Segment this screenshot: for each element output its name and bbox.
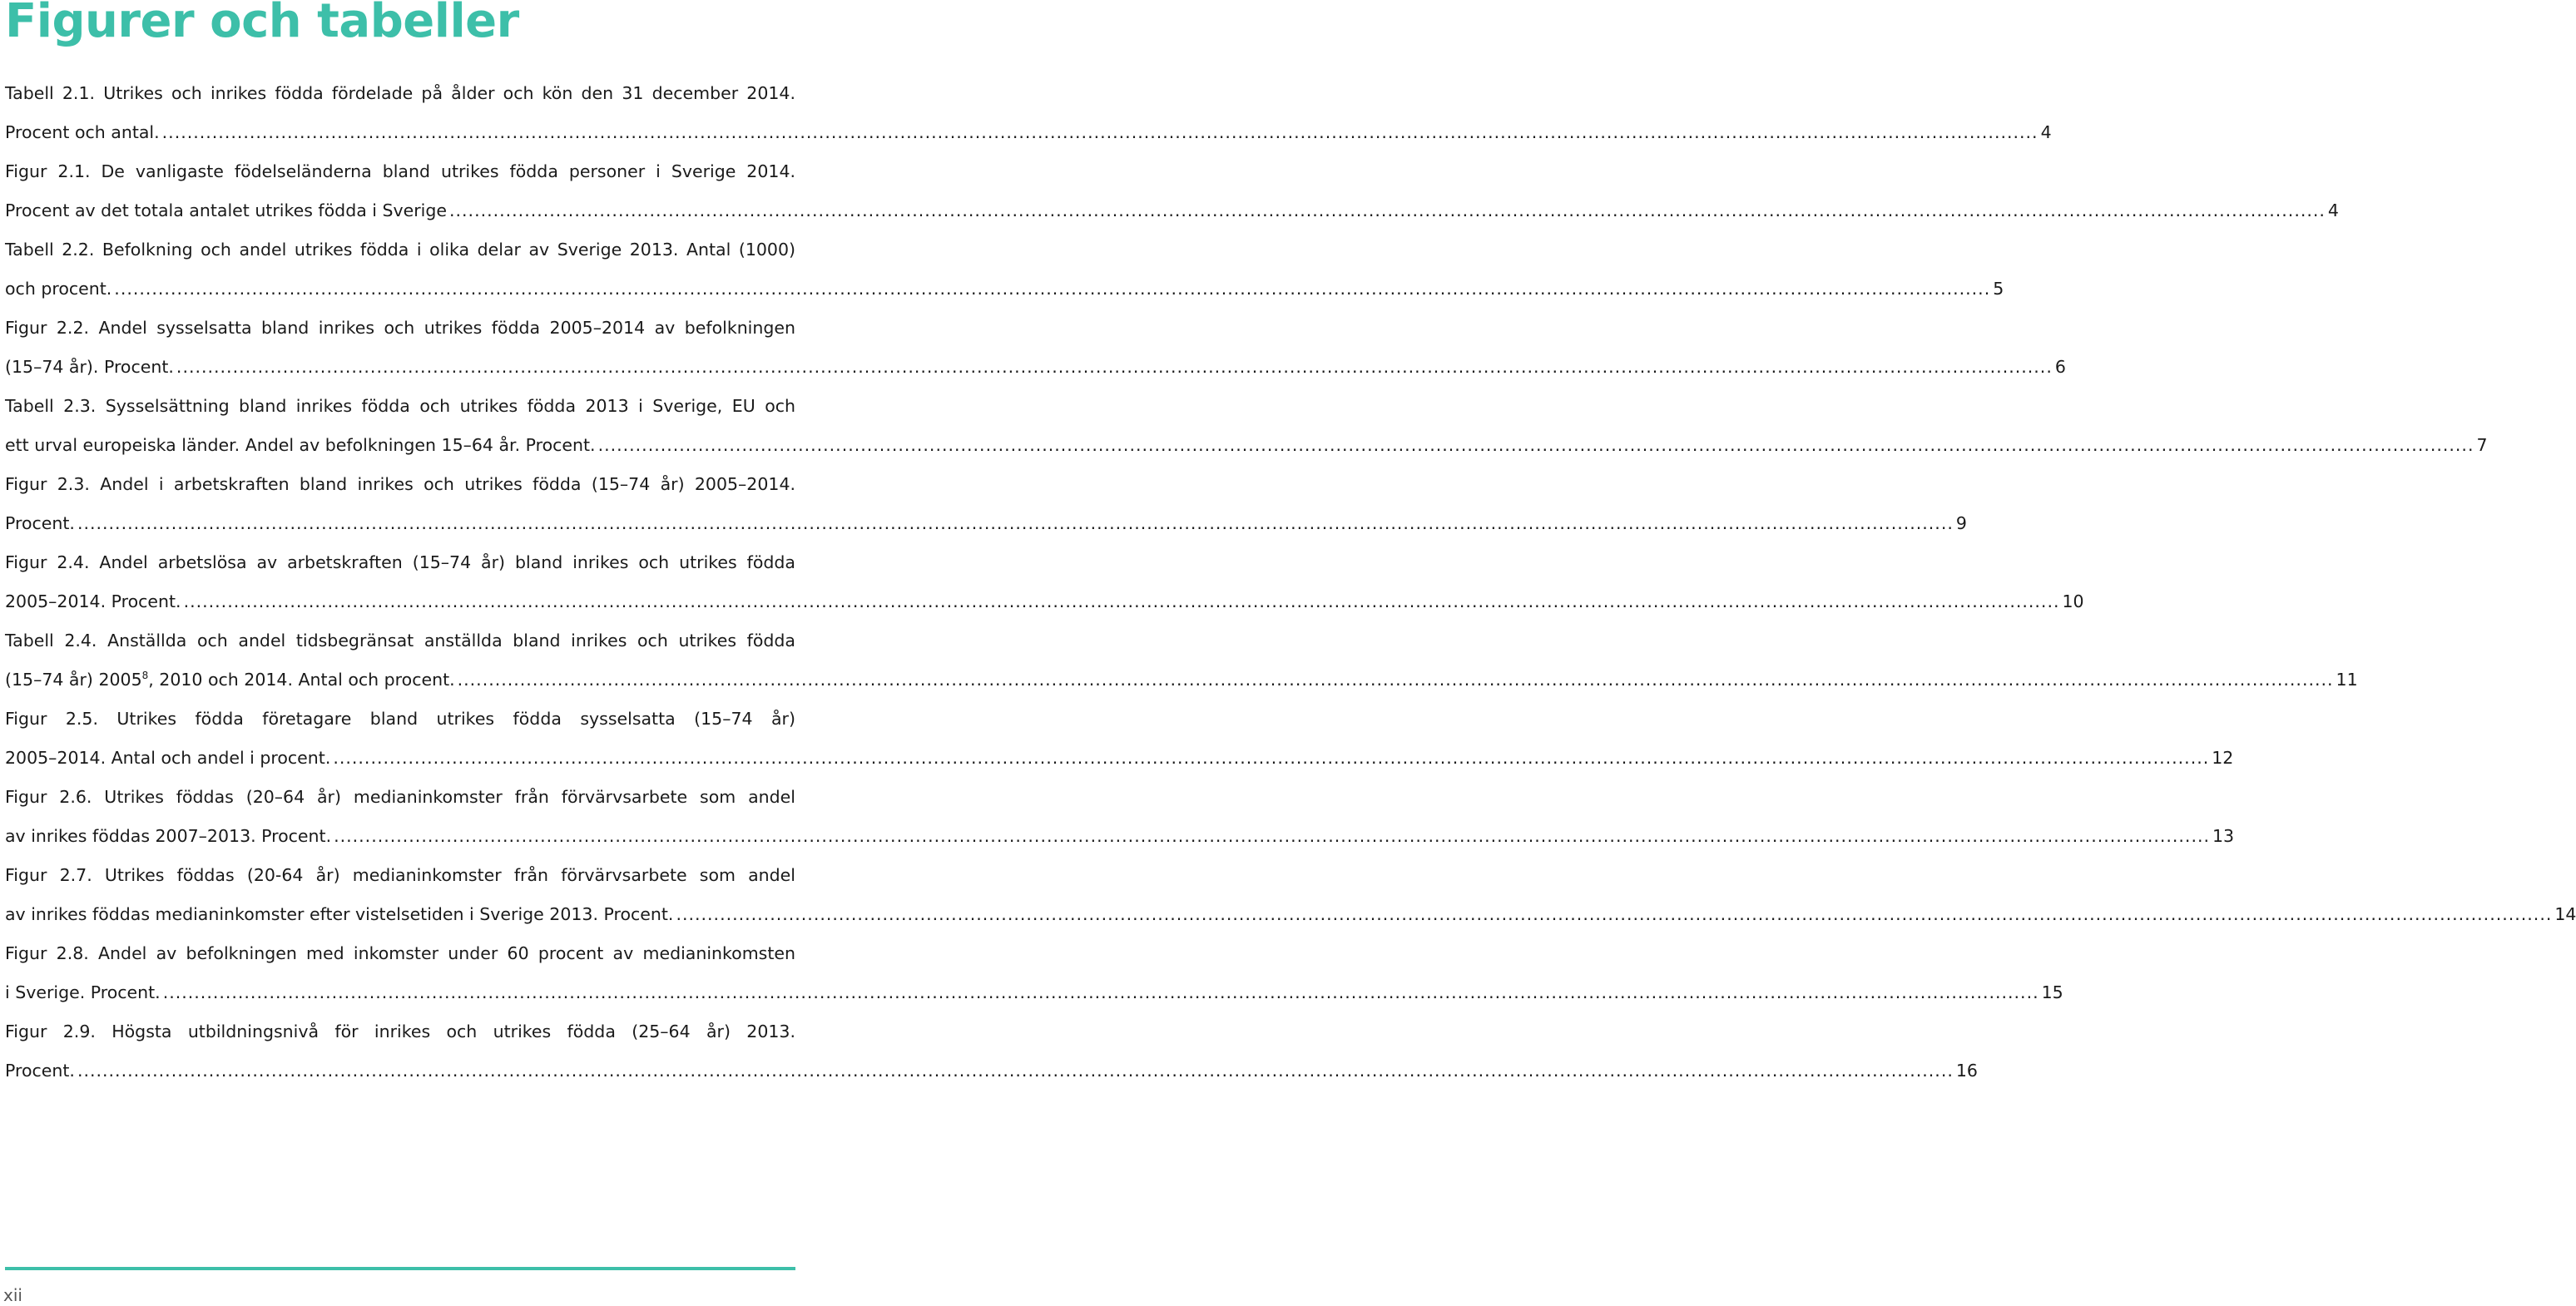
toc-entry[interactable]	[5, 621, 2358, 700]
entry-page-number: 16	[1955, 1061, 1978, 1081]
entry-caption-line-2: och procent.	[5, 279, 112, 299]
entry-caption-line-1: Figur 2.8. Andel av befolkningen med inkomster under 60 procent av medianinkomsten	[5, 943, 795, 963]
toc-entry[interactable]	[5, 309, 2066, 387]
entry-page-number: 4	[2040, 122, 2052, 142]
dot-leader: ............................................................................................................................................................................................................................................................................................................	[176, 357, 2053, 377]
entry-page-number: 11	[2336, 670, 2358, 690]
entry-caption-line-1: Figur 2.4. Andel arbetslösa av arbetskraften (15–74 år) bland inrikes och utrikes födda	[5, 552, 795, 572]
entry-caption-line-2	[5, 660, 455, 700]
entry-caption-line-1: Tabell 2.4. Anställda och andel tidsbegränsat anställda bland inrikes och utrikes födda	[5, 631, 795, 651]
entry-caption-text: (15–74 år) 2005	[5, 670, 142, 690]
toc-entry[interactable]	[5, 856, 2576, 934]
dot-leader: ............................................................................................................................................................................................................................................................................................................	[161, 122, 2039, 142]
entry-caption-line-1: Figur 2.5. Utrikes födda företagare bland utrikes födda sysselsatta (15–74 år)	[5, 709, 795, 729]
dot-leader: ............................................................................................................................................................................................................................................................................................................	[77, 1061, 1954, 1081]
entry-caption-line-1: Figur 2.1. De vanligaste födelseländerna bland utrikes födda personer i Sverige 2014.	[5, 161, 795, 181]
footer-page-number: xii	[3, 1285, 22, 1305]
toc-entry[interactable]	[5, 387, 2488, 465]
dot-leader: ............................................................................................................................................................................................................................................................................................................	[457, 670, 2334, 690]
dot-leader: ............................................................................................................................................................................................................................................................................................................	[114, 279, 1991, 299]
entry-caption-line-1: Figur 2.2. Andel sysselsatta bland inrikes och utrikes födda 2005–2014 av befolkningen	[5, 318, 795, 338]
table-of-figures	[5, 74, 2576, 1091]
toc-entry[interactable]	[5, 778, 2235, 856]
toc-entry[interactable]	[5, 543, 2084, 621]
toc-entry[interactable]	[5, 700, 2234, 778]
toc-entry[interactable]	[5, 152, 2339, 230]
toc-entry[interactable]	[5, 1012, 1978, 1091]
footer-rule	[5, 1267, 795, 1270]
entry-caption-text: , 2010 och 2014. Antal och procent.	[148, 670, 455, 690]
entry-caption-line-2: av inrikes föddas medianinkomster efter vistelsetiden i Sverige 2013. Procent.	[5, 904, 674, 924]
footnote-reference: 8	[141, 670, 149, 681]
entry-page-number: 4	[2327, 200, 2339, 220]
page-title: Figurer och tabeller	[5, 0, 519, 48]
entry-page-number: 15	[2041, 982, 2063, 1002]
entry-caption-line-2: ett urval europeiska länder. Andel av befolkningen 15–64 år. Procent.	[5, 435, 596, 455]
entry-caption-line-1: Figur 2.6. Utrikes föddas (20–64 år) medianinkomster från förvärvsarbete som andel	[5, 787, 795, 807]
dot-leader: ............................................................................................................................................................................................................................................................................................................	[333, 748, 2210, 768]
entry-caption-line-1: Figur 2.3. Andel i arbetskraften bland inrikes och utrikes födda (15–74 år) 2005–2014.	[5, 474, 795, 494]
entry-caption-line-1: Figur 2.7. Utrikes föddas (20-64 år) medianinkomster från förvärvsarbete som andel	[5, 865, 795, 885]
entry-caption-line-2: i Sverige. Procent.	[5, 982, 161, 1002]
entry-page-number: 5	[1993, 279, 2004, 299]
entry-page-number: 6	[2054, 357, 2066, 377]
dot-leader: ............................................................................................................................................................................................................................................................................................................	[597, 435, 2474, 455]
toc-entry[interactable]	[5, 934, 2063, 1012]
entry-caption-line-1: Tabell 2.2. Befolkning och andel utrikes födda i olika delar av Sverige 2013. Antal (1000)	[5, 240, 795, 260]
entry-caption-line-2: (15–74 år). Procent.	[5, 357, 174, 377]
entry-caption-line-2: Procent.	[5, 1061, 75, 1081]
dot-leader: ............................................................................................................................................................................................................................................................................................................	[334, 826, 2211, 846]
toc-entry[interactable]	[5, 465, 1967, 543]
entry-page-number: 12	[2212, 748, 2234, 768]
toc-entry[interactable]	[5, 230, 2004, 309]
dot-leader: ............................................................................................................................................................................................................................................................................................................	[183, 591, 2060, 611]
entry-caption-line-2: av inrikes föddas 2007–2013. Procent.	[5, 826, 332, 846]
entry-caption-line-2: 2005–2014. Antal och andel i procent.	[5, 748, 331, 768]
entry-caption-line-2: Procent.	[5, 513, 75, 533]
entry-caption-line-1: Tabell 2.1. Utrikes och inrikes födda fördelade på ålder och kön den 31 december 2014.	[5, 83, 795, 103]
entry-page-number: 9	[1955, 513, 1967, 533]
dot-leader: ............................................................................................................................................................................................................................................................................................................	[676, 904, 2553, 924]
toc-entry[interactable]	[5, 74, 2052, 152]
entry-page-number: 13	[2212, 826, 2235, 846]
dot-leader: ............................................................................................................................................................................................................................................................................................................	[449, 200, 2326, 220]
entry-page-number: 14	[2554, 904, 2576, 924]
entry-page-number: 10	[2062, 591, 2084, 611]
dot-leader: ............................................................................................................................................................................................................................................................................................................	[77, 513, 1954, 533]
entry-caption-line-1: Figur 2.9. Högsta utbildningsnivå för inrikes och utrikes födda (25–64 år) 2013.	[5, 1022, 795, 1041]
entry-caption-line-2: Procent och antal.	[5, 122, 160, 142]
entry-caption-line-1: Tabell 2.3. Sysselsättning bland inrikes födda och utrikes födda 2013 i Sverige, EU och	[5, 396, 795, 416]
dot-leader: ............................................................................................................................................................................................................................................................................................................	[162, 982, 2039, 1002]
entry-page-number: 7	[2476, 435, 2488, 455]
entry-caption-line-2: Procent av det totala antalet utrikes födda i Sverige	[5, 200, 447, 220]
entry-caption-line-2: 2005–2014. Procent.	[5, 591, 181, 611]
